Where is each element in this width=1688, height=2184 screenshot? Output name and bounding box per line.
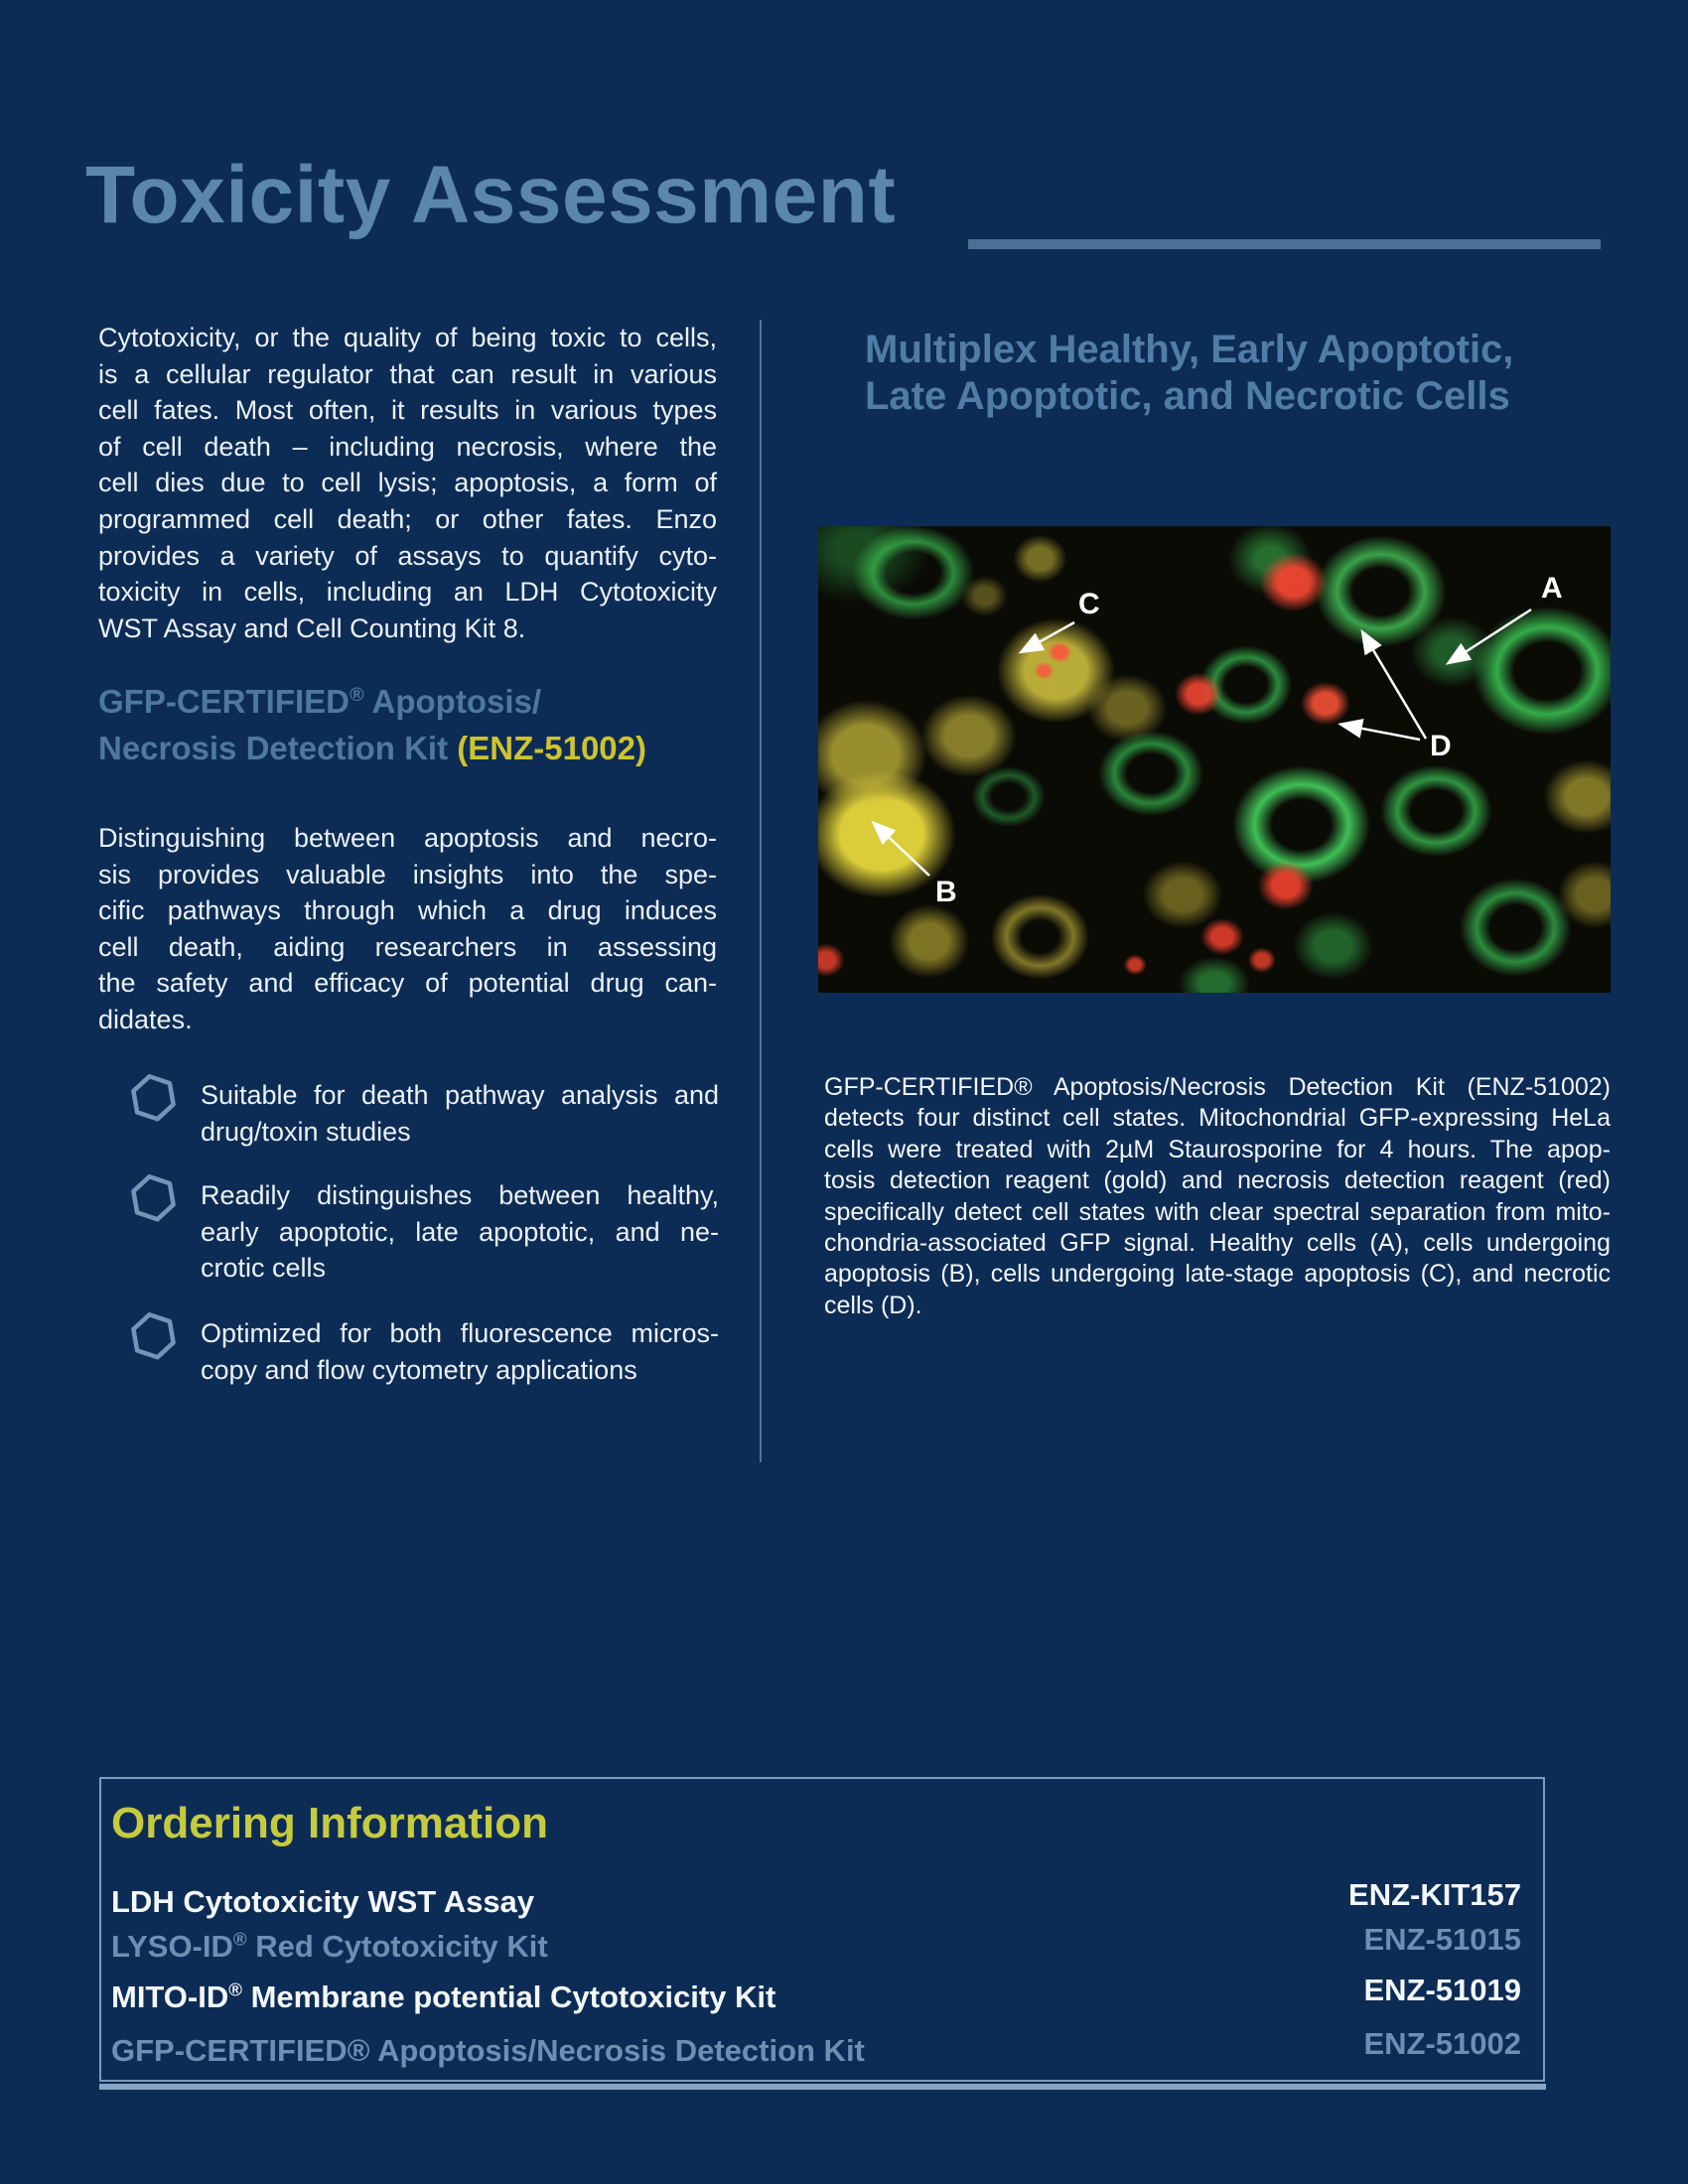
arrow-to-apoptotic-cell [875,824,929,876]
intro-paragraph: Cytotoxicity, or the quality of being toxic to cells, is a cellular regulator that can result in various cell fates. Most often, it results in various types of cell death – including necrosis, where the cell dies due to cell lysis; apoptosis, a form of programmed cell death; or other fates. Enzo provides a variety of assays to quantify cyto- toxicity in cells, including an LDH Cytotoxicity WST Assay and Cell Counting Kit 8. [98,323,717,643]
kit-catalog-number: (ENZ-51002) [457,730,646,766]
cell-label-b: B [935,876,957,908]
bullet-text: Optimized for both fluorescence micros- copy and flow cytometry applications [201,1318,719,1385]
page-title: Toxicity Assessment [85,150,897,240]
product-name: MITO-ID® Membrane potential Cytotoxicity Kit [111,1979,776,2015]
feature-bullet [129,1177,719,1287]
arrow-to-late-apoptotic-cell [1023,622,1074,651]
micrograph-annotations [818,526,1611,993]
kit-section-heading [98,672,646,771]
registered-mark: ® [350,684,364,706]
column-divider [760,320,762,1462]
product-code: ENZ-51015 [1363,1922,1521,1957]
kit-heading-line2: Necrosis Detection Kit (ENZ-51002) [98,730,646,766]
ordering-heading: Ordering Information [111,1799,548,1847]
bullet-text: Suitable for death pathway analysis and drug/toxin studies [201,1080,719,1147]
ordering-accent-rule [99,2084,1546,2090]
ordering-row [111,1922,1521,1965]
title-rule [968,239,1601,249]
product-code: ENZ-51019 [1363,1973,1521,2007]
arrow-to-necrotic-cell-2 [1342,725,1420,740]
product-code: ENZ-51002 [1363,2026,1521,2061]
product-code: ENZ-KIT157 [1348,1877,1521,1912]
cell-label-c: C [1078,588,1100,620]
feature-bullet [129,1077,719,1150]
product-name: LDH Cytotoxicity WST Assay [111,1884,535,1920]
kit-heading-line1: GFP-CERTIFIED® Apoptosis/ [98,683,542,720]
cell-label-d: D [1430,730,1452,762]
feature-bullet [129,1315,719,1388]
product-name: LYSO-ID® Red Cytotoxicity Kit [111,1929,548,1965]
ordering-row [111,2026,1521,2069]
hexagon-bullet-icon [129,1070,179,1126]
fluorescence-micrograph [818,526,1611,993]
bullet-text: Readily distinguishes between healthy, early apoptotic, late apoptotic, and ne- crotic cells [201,1180,719,1284]
kit-description-paragraph: Distinguishing between apoptosis and necro- sis provides valuable insights into the spe- cific pathways through which a drug induces cell death, aiding researchers in assessing the safety and efficacy of potential drug can- didates. [98,823,717,1034]
hexagon-bullet-icon [129,1308,179,1364]
cell-label-a: A [1541,572,1563,605]
arrow-to-necrotic-cell-1 [1363,633,1426,739]
ordering-row [111,1973,1521,2015]
multiplex-heading: Multiplex Healthy, Early Apoptotic, Late Apoptotic, and Necrotic Cells [865,328,1514,418]
arrow-to-healthy-cell [1450,610,1531,662]
ordering-row [111,1877,1521,1920]
hexagon-bullet-icon [129,1170,179,1226]
product-name: GFP-CERTIFIED® Apoptosis/Necrosis Detection Kit [111,2033,865,2069]
figure-caption: GFP-CERTIFIED® Apoptosis/Necrosis Detection Kit (ENZ-51002) detects four distinct cell states. Mitochondrial GFP-expressing HeLa cells were treated with 2µM Staurosporine for 4 hours. The apop- tosis detection reagent (gold) and necrosis detection reagent (red) specifically detect cell states with clear spectral separation from mito- chondria-associated GFP signal. Healthy cells (A), cells undergoing apoptosis (B), cells undergoing late-stage apoptosis (C), and necrotic cells (D). [824,1073,1611,1319]
